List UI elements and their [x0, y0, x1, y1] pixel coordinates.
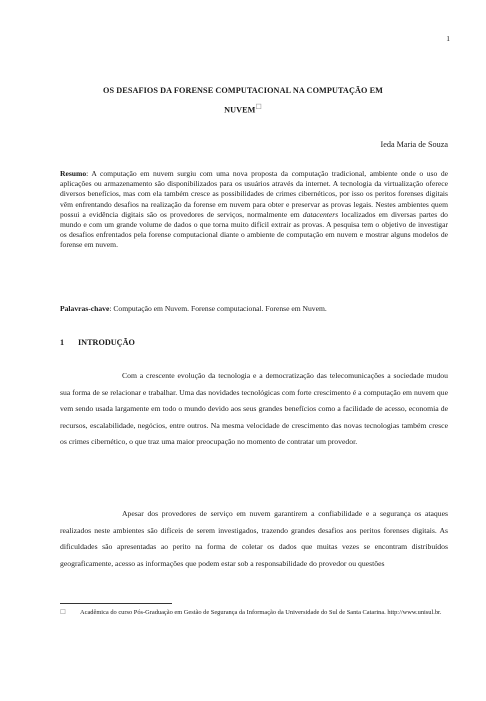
abstract	[60, 169, 448, 251]
paper-title	[62, 82, 424, 119]
footnote	[60, 609, 448, 618]
abstract-text-1: : A computação em nuvem surgiu com uma nova proposta da computação tradicional, ambiente onde o uso de aplicações ou armazenamento são disponibilizados para os usuários através da internet. A tecnologia da virtualização oferece diversos benefícios, mas com ela também cresce as possibilidades de crimes cibernéticos, por isso os peritos forenses digitais vêm enfrentando desafios na realização da forense em nuvem para obter e preservar as provas legais. Nestes ambientes quem possui a evidência digitais são os provedores de serviços, normalmente em	[60, 169, 448, 219]
abstract-text-2: localizados em diversas partes do mundo e com um grande volume de dados o que torna muito difícil extrair as provas. A pesquisa tem o objetivo de investigar os desafios enfrentados pela forense computacional diante o ambiente de computação em nuvem e mostrar alguns modelos de forense em nuvem.	[60, 209, 448, 250]
title-footnote-marker: ☐	[255, 103, 262, 111]
body-paragraph	[60, 506, 448, 572]
body-paragraph	[60, 368, 448, 451]
footnote-text: Acadêmica do curso Pós-Graduação em Gestão de Segurança da Informação da Universidade do Sul de Santa Catarina. http://www.unisul.br.	[80, 609, 442, 616]
section-number: 1	[60, 338, 65, 347]
section-title: INTRODUÇÃO	[78, 338, 135, 347]
title-line-2	[62, 99, 424, 119]
abstract-label: Resumo	[60, 169, 87, 178]
keywords-label: Palavras-chave	[60, 304, 110, 313]
keywords-text: : Computação em Nuvem. Forense computacional. Forense em Nuvem.	[109, 304, 327, 313]
page-number: 1	[446, 34, 450, 43]
footnote-marker: ☐	[60, 609, 66, 616]
paragraph-text: Com a crescente evolução da tecnologia e a democratização das telecomunicações a sociedade mudou sua forma de se relacionar e trabalhar. Uma das novidades tecnológicas com forte crescimento é a computação em nuvem que vem sendo usada largamente em todo o mundo devido aos seus grandes benefícios como a facilidade de acesso, economia de recursos, escalabilidade, negócios, entre outros. Na mesma velocidade de crescimento das novas tecnologias também cresce os crimes cibernético, o que traz uma maior preocupação no momento de contratar um provedor.	[60, 371, 448, 447]
paragraph-text: Apesar dos provedores de serviço em nuvem garantirem a confiabilidade e a segurança os ataques realizados neste ambientes são difíceis de serem investigados, trazendo grandes desafios aos peritos forenses digitais. As dificuldades são apresentadas ao perito na forma de coletar os dados que muitas vezes se encontram distribuídos geograficamente, acesso as informações que podem estar sob a responsabilidade do provedor ou questões	[60, 509, 448, 568]
keywords	[60, 304, 448, 314]
abstract-italic-term: datacenters	[302, 209, 339, 219]
section-heading	[60, 338, 135, 347]
title-line-1: OS DESAFIOS DA FORENSE COMPUTACIONAL NA COMPUTAÇÃO EM	[103, 86, 383, 95]
title-line-2-text: NUVEM	[224, 105, 256, 115]
author-name: Ieda Maria de Souza	[380, 140, 448, 149]
footnote-divider	[60, 603, 172, 604]
